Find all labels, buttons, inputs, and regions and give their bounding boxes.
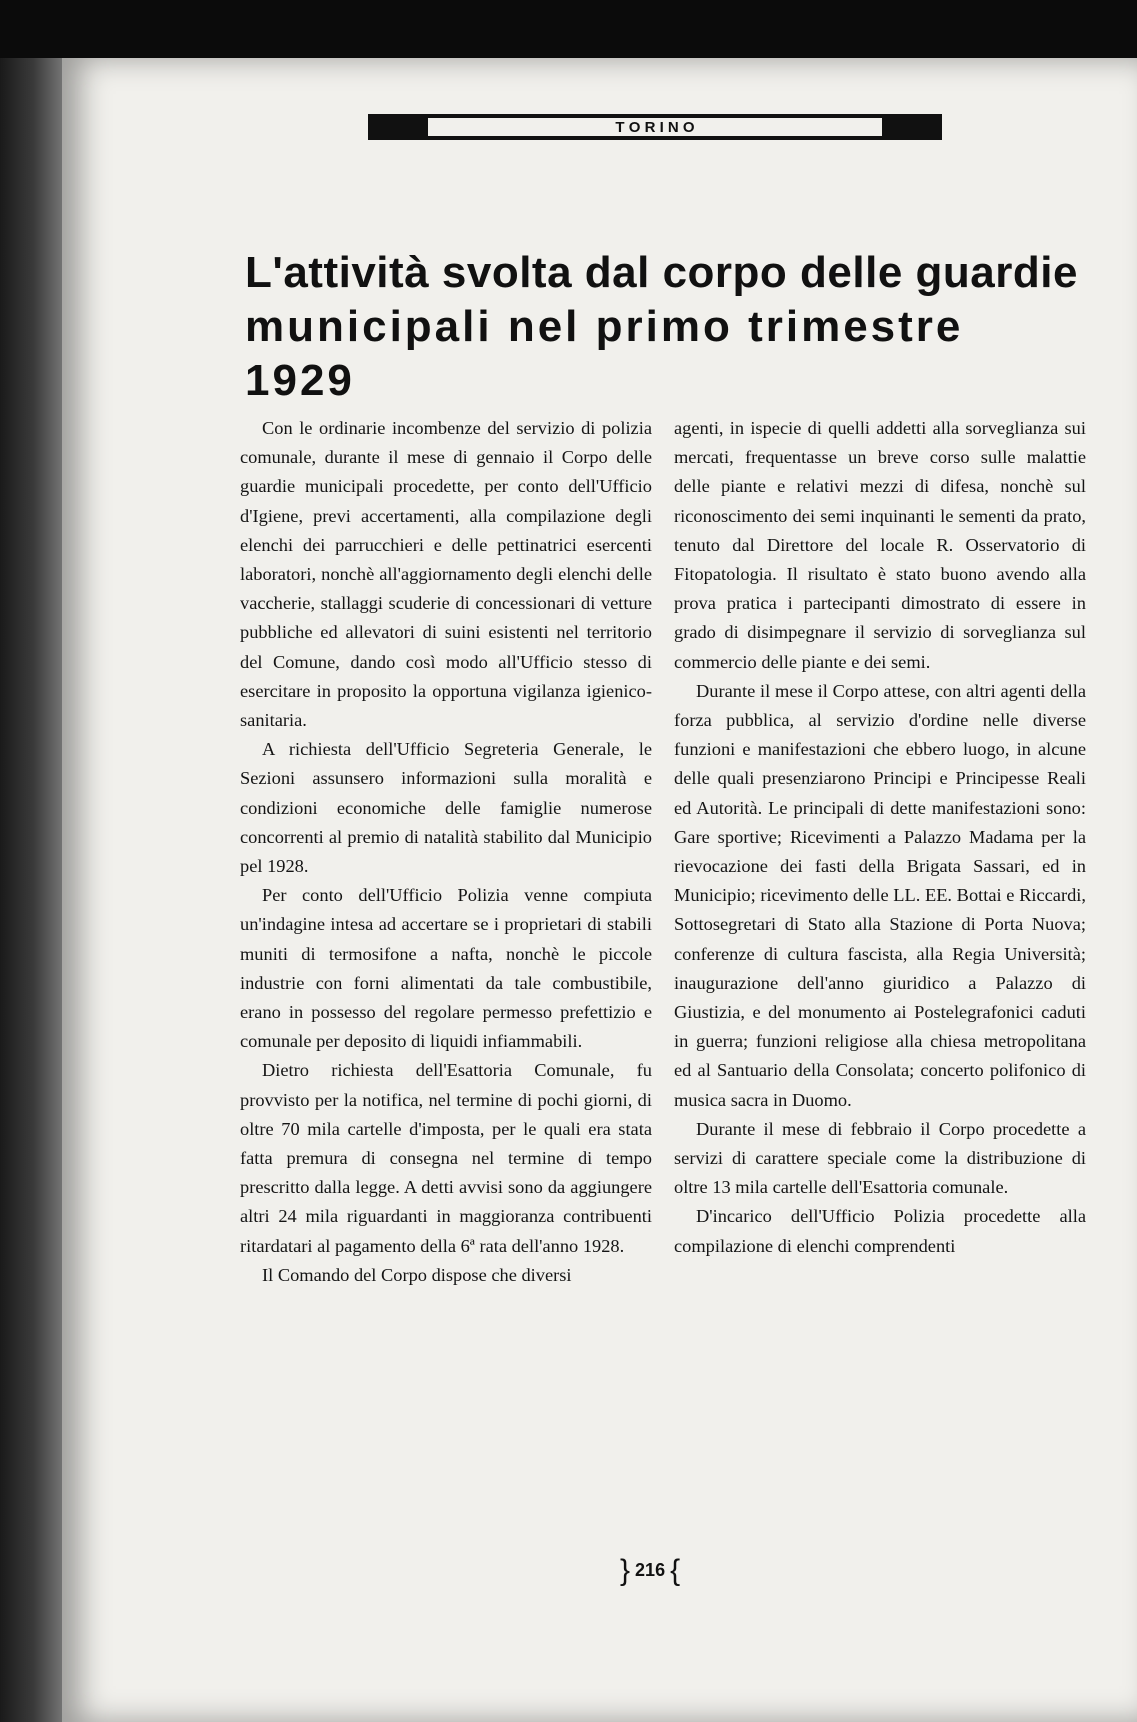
page-number-text: 216 bbox=[635, 1559, 666, 1580]
running-head-text: T O R I N O bbox=[615, 118, 695, 136]
article-title-line-1: L'attività svolta dal corpo delle guardie bbox=[245, 248, 1078, 297]
paragraph: Il Comando del Corpo dispose che diversi bbox=[262, 1264, 572, 1285]
paragraph: Per conto dell'Ufficio Polizia venne compiuta un'indagine intesa ad accertare se i proprietari di stabili muniti di termosifone a nafta, nonchè le piccole industrie con forni alimentati da tale combustibile, erano in possesso del regolare permesso prefettizio e comunale per deposito di liquidi infiammabili. bbox=[240, 885, 652, 1052]
running-head bbox=[378, 114, 932, 140]
page-number bbox=[620, 1554, 680, 1588]
right-bracket-ornament-icon: { bbox=[670, 1554, 681, 1587]
paragraph: Durante il mese di febbraio il Corpo procedette a servizi di carattere speciale come la distribuzione di oltre 13 mila cartelle dell'Esattoria comunale. bbox=[674, 1118, 1086, 1198]
paragraph: Con le ordinarie incombenze del servizio di polizia comunale, durante il mese di gennaio il Corpo delle guardie municipali procedette, per conto dell'Ufficio d'Igiene, previ accertamenti, alla compilazione degli elenchi dei parrucchieri e delle pettinatrici esercenti laboratori, nonchè all'aggiornamento degli elenchi delle vaccherie, stallaggi scuderie di concessionari di vetture pubbliche ed allevatori di suini esistenti nel territorio del Comune, dando così modo all'Ufficio stesso di esercitare in proposito la opportuna vigilanza igienico-sanitaria. bbox=[240, 418, 652, 731]
paragraph: D'incarico dell'Ufficio Polizia procedette alla compilazione di elenchi comprendenti bbox=[674, 1206, 1086, 1256]
paragraph: A richiesta dell'Ufficio Segreteria Generale, le Sezioni assunsero informazioni sulla moralità e condizioni economiche delle famiglie numerose concorrenti al premio di natalità stabilito dal Municipio pel 1928. bbox=[240, 739, 652, 877]
paragraph: Dietro richiesta dell'Esattoria Comunale, fu provvisto per la notifica, nel termine di pochi giorni, di oltre 70 mila cartelle d'imposta, per le quali era stata fatta premura di consegna nel termine di tempo prescritto dalla legge. A detti avvisi sono da aggiungere altri 24 mila riguardanti in maggioranza contribuenti ritardatari al pagamento della 6ª rata dell'anno 1928. bbox=[240, 1060, 652, 1256]
left-bracket-ornament-icon: } bbox=[620, 1554, 631, 1587]
paragraph: agenti, in ispecie di quelli addetti alla sorveglianza sui mercati, frequentasse un breve corso sulle malattie delle piante e relativi mezzi di difesa, nonchè sul riconoscimento dei semi inquinanti le sementi da prato, tenuto dal Direttore del locale R. Osservatorio di Fitopatologia. Il risultato è stato buono avendo alla prova pratica i partecipanti dimostrato di essere in grado di disimpegnare il servizio di sorveglianza sul commercio delle piante e dei semi. bbox=[674, 418, 1086, 672]
article-title bbox=[245, 246, 1085, 408]
left-column bbox=[240, 414, 652, 1290]
paragraph: Durante il mese il Corpo attese, con altri agenti della forza pubblica, al servizio d'ordine nelle diverse funzioni e manifestazioni che ebbero luogo, in alcune delle quali presenziarono Principi e Principesse Reali ed Autorità. Le principali di dette manifestazioni sono: Gare sportive; Ricevimenti a Palazzo Madama per la rievocazione dei fasti della Brigata Sassari, ed in Municipio; ricevimento delle LL. EE. Bottai e Riccardi, Sottosegretari di Stato alla Stazione di Porta Nuova; conferenze di cultura fascista, alla Regia Università; inaugurazione dell'anno giuridico a Palazzo di Giustizia, e del monumento ai Postelegrafonici caduti in guerra; funzioni religiose alla chiesa metropolitana ed al Santuario della Consolata; concerto polifonico di musica sacra in Duomo. bbox=[674, 680, 1086, 1110]
article-title-line-2: municipali nel primo trimestre 1929 bbox=[245, 302, 964, 405]
right-column bbox=[674, 414, 1086, 1261]
